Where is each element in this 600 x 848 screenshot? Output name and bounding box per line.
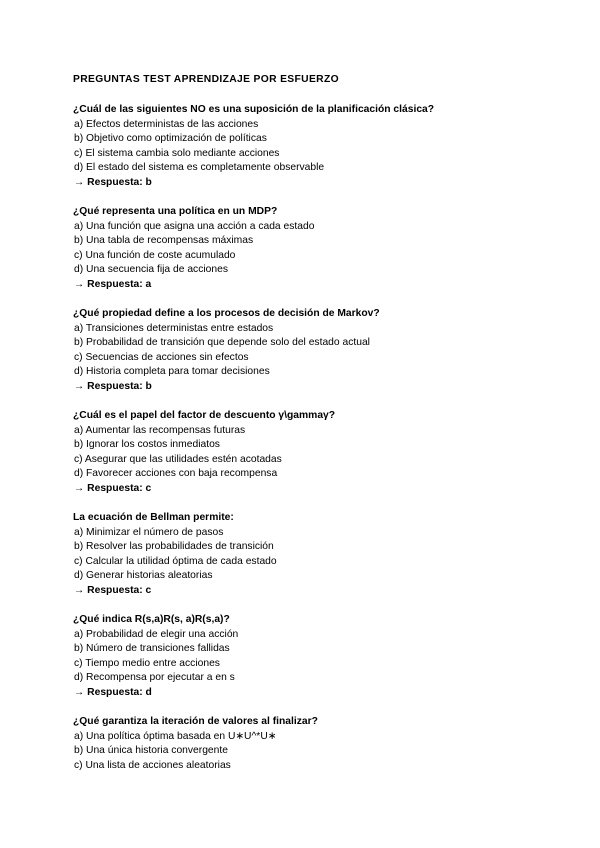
answer-line: [73, 686, 533, 701]
option-c: c) Secuencias de acciones sin efectos: [74, 351, 249, 363]
question-text: ¿Qué propiedad define a los procesos de decisión de Markov?: [73, 308, 380, 319]
option-c: c) Una lista de acciones aleatorias: [74, 759, 231, 771]
question-text: ¿Qué indica R(s,a)R(s, a)R(s,a)?: [73, 614, 230, 625]
document-title: PREGUNTAS TEST APRENDIZAJE POR ESFUERZO: [73, 74, 339, 85]
option-d: d) Favorecer acciones con baja recompensa: [74, 468, 278, 479]
options-list: [73, 322, 533, 380]
question-block-6: [73, 613, 533, 700]
option-d: d) El estado del sistema es completamente observable: [74, 162, 325, 173]
right-arrow-icon: →: [74, 584, 85, 596]
option-d: d) Recompensa por ejecutar a en s: [74, 672, 235, 683]
options-list: [73, 424, 533, 482]
options-list: [73, 118, 533, 176]
option-a: a) Una función que asigna una acción a cada estado: [74, 220, 315, 232]
options-list: [73, 628, 533, 686]
question-block-5: [73, 511, 533, 598]
options-list: [73, 220, 533, 278]
answer-text: Respuesta: c: [87, 584, 152, 596]
answer-line: [73, 380, 533, 395]
option-d: d) Una secuencia fija de acciones: [74, 264, 228, 275]
option-a: a) Aumentar las recompensas futuras: [74, 424, 246, 436]
option-b: b) Número de transiciones fallidas: [74, 643, 230, 654]
option-c: c) Tiempo medio entre acciones: [74, 657, 220, 669]
answer-line: [73, 584, 533, 599]
right-arrow-icon: →: [74, 482, 85, 494]
answer-text: Respuesta: a: [87, 278, 152, 290]
option-d: d) Historia completa para tomar decisiones: [74, 366, 270, 377]
right-arrow-icon: →: [74, 686, 85, 698]
document-body: [73, 73, 533, 788]
option-c: c) Asegurar que las utilidades estén acotadas: [74, 453, 282, 465]
option-a: a) Transiciones deterministas entre estados: [74, 322, 274, 334]
option-c: c) Calcular la utilidad óptima de cada estado: [74, 555, 277, 567]
option-a: a) Una política óptima basada en U∗U^*U∗: [74, 730, 277, 742]
right-arrow-icon: →: [74, 176, 85, 188]
question-block-4: [73, 409, 533, 496]
option-b: b) Ignorar los costos inmediatos: [74, 439, 220, 450]
option-d: d) Generar historias aleatorias: [74, 570, 213, 581]
answer-text: Respuesta: b: [87, 380, 152, 392]
option-a: a) Efectos deterministas de las acciones: [74, 118, 259, 130]
option-b: b) Probabilidad de transición que depende solo del estado actual: [74, 337, 370, 348]
option-b: b) Resolver las probabilidades de transición: [74, 541, 274, 552]
option-a: a) Probabilidad de elegir una acción: [74, 628, 239, 640]
option-c: c) Una función de coste acumulado: [74, 249, 236, 261]
right-arrow-icon: →: [74, 278, 85, 290]
answer-line: [73, 482, 533, 497]
question-text: ¿Qué garantiza la iteración de valores al finalizar?: [73, 716, 318, 727]
question-block-3: [73, 307, 533, 394]
question-block-2: [73, 205, 533, 292]
question-text: ¿Qué representa una política en un MDP?: [73, 206, 278, 217]
options-list: [73, 526, 533, 584]
answer-text: Respuesta: b: [87, 176, 152, 188]
option-b: b) Una única historia convergente: [74, 745, 228, 756]
options-list: [73, 730, 533, 774]
option-b: b) Una tabla de recompensas máximas: [74, 235, 254, 246]
answer-text: Respuesta: d: [87, 686, 152, 698]
right-arrow-icon: →: [74, 380, 85, 392]
question-text: La ecuación de Bellman permite:: [73, 512, 234, 523]
question-text: ¿Cuál es el papel del factor de descuento γ\gammaγ?: [73, 410, 336, 421]
question-block-1: [73, 103, 533, 190]
answer-text: Respuesta: c: [87, 482, 152, 494]
answer-line: [73, 176, 533, 191]
question-block-7: [73, 715, 533, 773]
option-c: c) El sistema cambia solo mediante acciones: [74, 147, 280, 159]
question-text: ¿Cuál de las siguientes NO es una suposición de la planificación clásica?: [73, 104, 435, 115]
option-b: b) Objetivo como optimización de políticas: [74, 133, 267, 144]
option-a: a) Minimizar el número de pasos: [74, 526, 224, 538]
answer-line: [73, 278, 533, 293]
